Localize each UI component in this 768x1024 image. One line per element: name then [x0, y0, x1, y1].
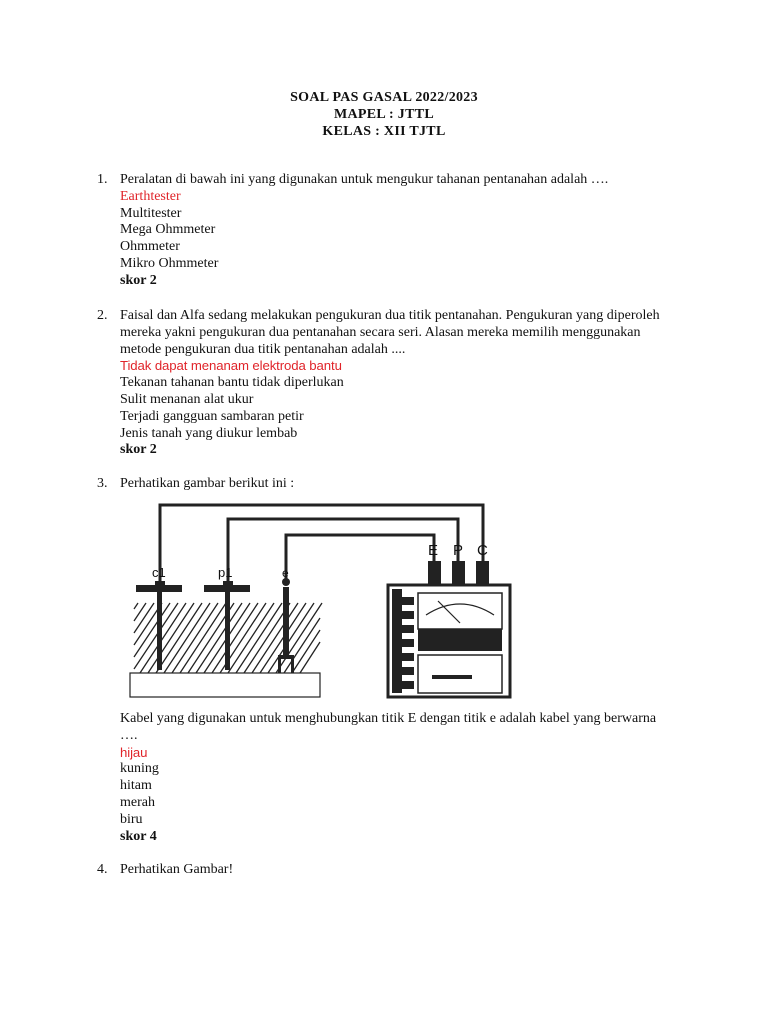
terminal-label-p: P	[453, 542, 464, 559]
option: Multitester	[120, 205, 182, 221]
earth-tester-figure	[120, 497, 520, 707]
earth-tester-instrument	[388, 542, 510, 697]
question-number: 1.	[97, 172, 108, 187]
option: Ohmmeter	[120, 239, 180, 255]
question-text: Peralatan di bawah ini yang digunakan untuk mengukur tahanan pentanahan adalah ….	[120, 172, 609, 187]
electrode-e	[278, 566, 294, 673]
terminal-label-e: E	[428, 542, 439, 559]
question-text: Faisal dan Alfa sedang melakukan pengukuran dua titik pentanahan. Pengukuran yang diperoleh mereka yakni pengukuran dua pentanahan secara seri. Alasan mereka memilih menggunakan metode pengukuran dua titik pentanahan adalah ....	[120, 308, 660, 357]
question-number: 2.	[97, 308, 108, 323]
question-number: 3.	[97, 476, 108, 491]
answer-option: hijau	[120, 744, 148, 760]
terminal-label-c: C	[477, 542, 488, 559]
question-2	[97, 308, 677, 459]
question-text: Perhatikan Gambar!	[120, 862, 234, 877]
question-3-continued	[97, 711, 677, 845]
option: Tekanan tahanan bantu tidak diperlukan	[120, 375, 344, 391]
question-1	[97, 172, 677, 290]
doc-title: SOAL PAS GASAL 2022/2023	[290, 90, 478, 105]
label-e: e	[282, 566, 289, 580]
label-p1: p1	[218, 565, 233, 580]
option: merah	[120, 794, 155, 810]
doc-class: KELAS : XII TJTL	[322, 124, 446, 139]
question-text: Kabel yang digunakan untuk menghubungkan titik E dengan titik e adalah kabel yang berwarna ….	[120, 711, 657, 743]
doc-subject: MAPEL : JTTL	[333, 107, 435, 122]
option: Jenis tanah yang diukur lembab	[120, 425, 298, 441]
label-c1: c1	[152, 565, 166, 580]
option: Sulit menanan alat ukur	[120, 391, 254, 407]
score-label: skor 2	[120, 442, 157, 458]
option: kuning	[120, 761, 159, 777]
score-label: skor 2	[120, 272, 157, 288]
question-3	[97, 476, 677, 493]
score-label: skor 4	[120, 828, 157, 844]
option: Mega Ohmmeter	[120, 222, 216, 238]
option: Mikro Ohmmeter	[120, 255, 219, 271]
option: hitam	[120, 778, 152, 794]
option: biru	[120, 811, 143, 827]
ground-layer	[130, 673, 320, 697]
answer-option: Tidak dapat menanam elektroda bantu	[120, 358, 342, 374]
question-number: 4.	[97, 862, 108, 877]
question-4	[97, 862, 677, 879]
option: Terjadi gangguan sambaran petir	[120, 408, 304, 424]
question-text: Perhatikan gambar berikut ini :	[120, 476, 295, 491]
answer-option: Earthtester	[120, 188, 181, 204]
